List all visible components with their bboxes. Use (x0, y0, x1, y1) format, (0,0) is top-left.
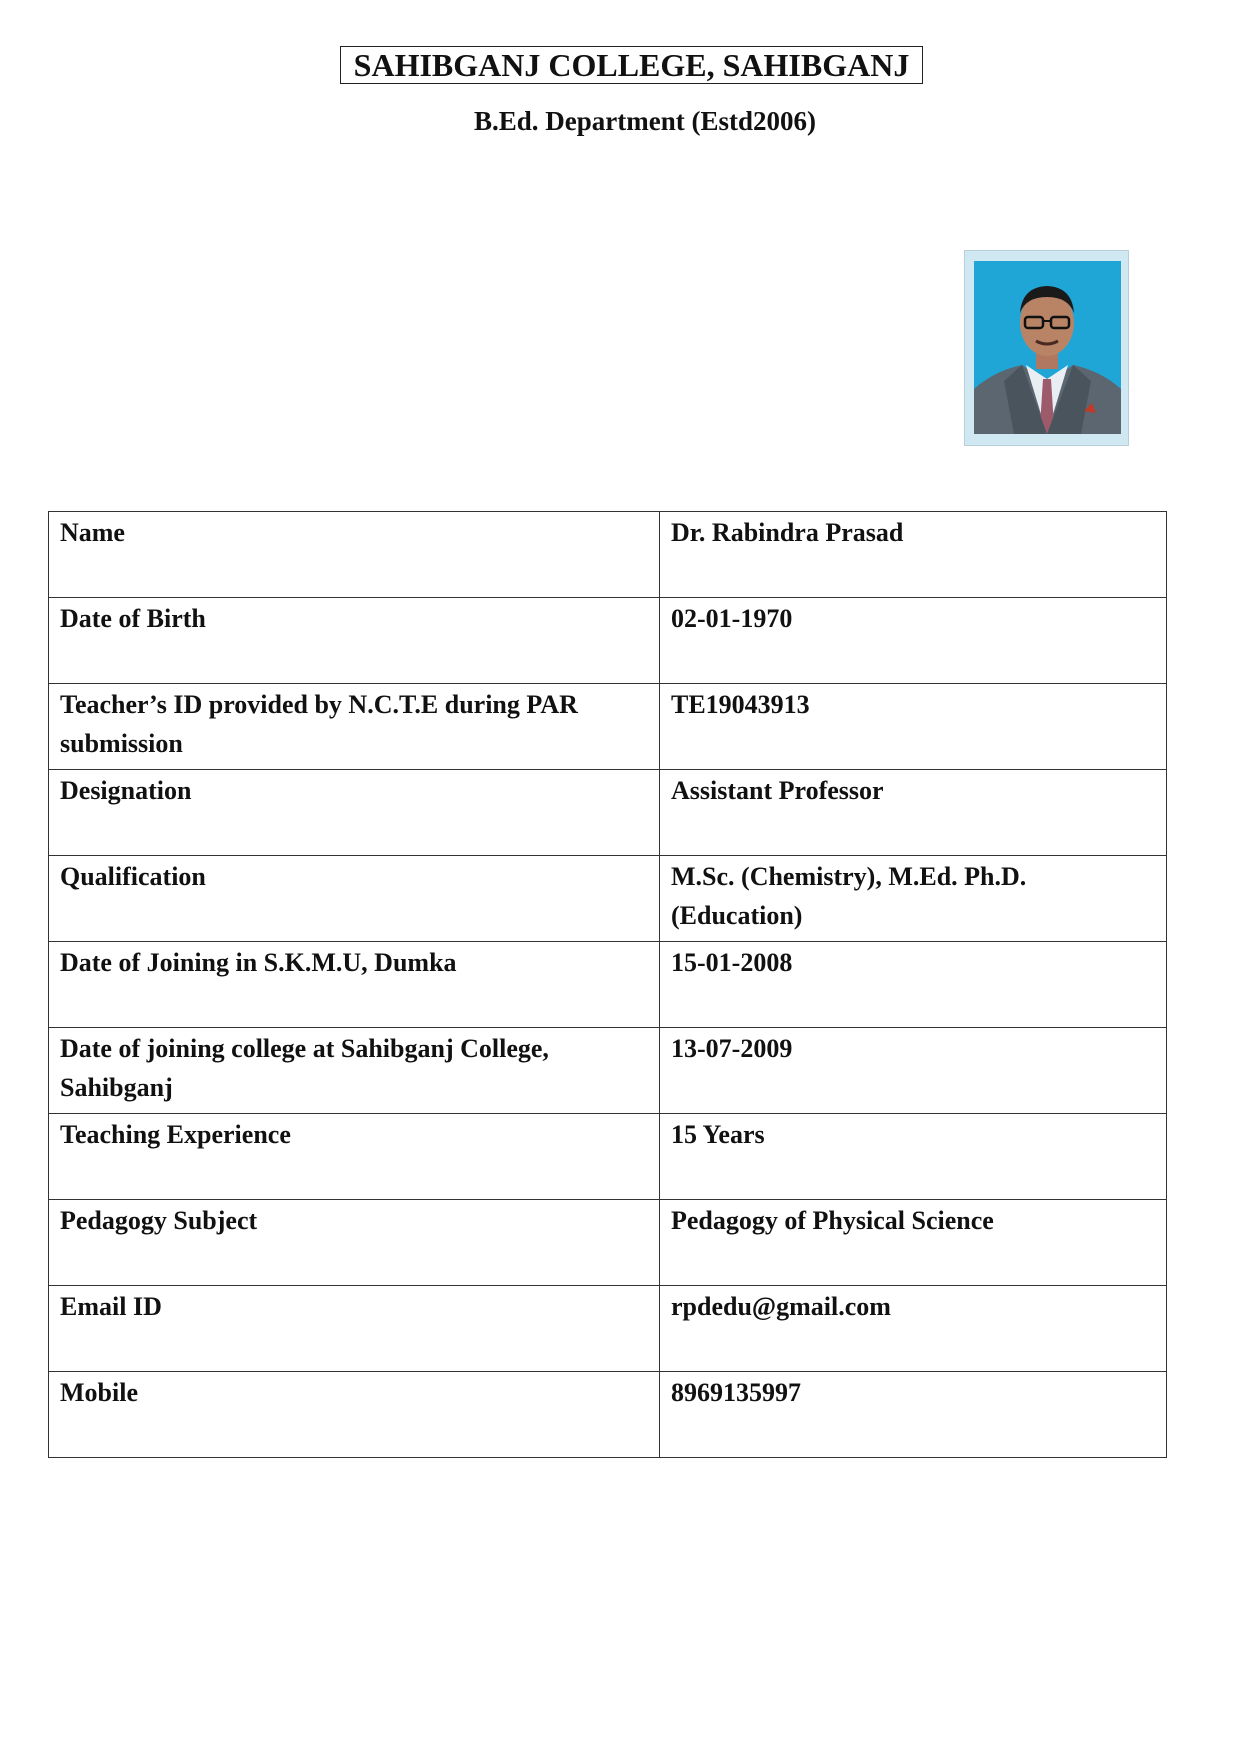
table-row (49, 942, 1167, 1028)
field-label: Designation (49, 770, 660, 856)
field-label: Teaching Experience (49, 1114, 660, 1200)
field-value: TE19043913 (660, 684, 1167, 770)
faculty-photo (964, 250, 1129, 446)
field-label: Qualification (49, 856, 660, 942)
field-value: 13-07-2009 (660, 1028, 1167, 1114)
field-value: rpdedu@gmail.com (660, 1286, 1167, 1372)
table-row (49, 770, 1167, 856)
faculty-portrait-icon (974, 261, 1121, 434)
table-row (49, 598, 1167, 684)
field-value: 15 Years (660, 1114, 1167, 1200)
table-row (49, 856, 1167, 942)
college-title: SAHIBGANJ COLLEGE, SAHIBGANJ (340, 46, 923, 84)
field-value: 15-01-2008 (660, 942, 1167, 1028)
field-value: M.Sc. (Chemistry), M.Ed. Ph.D. (Education) (660, 856, 1167, 942)
field-value: 8969135997 (660, 1372, 1167, 1458)
table-row (49, 684, 1167, 770)
table-row (49, 1372, 1167, 1458)
table-row (49, 1114, 1167, 1200)
table-row (49, 1286, 1167, 1372)
field-value: Pedagogy of Physical Science (660, 1200, 1167, 1286)
field-label: Mobile (49, 1372, 660, 1458)
field-value: Assistant Professor (660, 770, 1167, 856)
department-subtitle: B.Ed. Department (Estd2006) (474, 106, 816, 136)
table-row (49, 1200, 1167, 1286)
field-value: 02-01-1970 (660, 598, 1167, 684)
field-value: Dr. Rabindra Prasad (660, 512, 1167, 598)
table-row (49, 1028, 1167, 1114)
table-row (49, 512, 1167, 598)
field-label: Date of Joining in S.K.M.U, Dumka (49, 942, 660, 1028)
field-label: Date of Birth (49, 598, 660, 684)
field-label: Pedagogy Subject (49, 1200, 660, 1286)
field-label: Date of joining college at Sahibganj College, Sahibganj (49, 1028, 660, 1114)
field-label: Teacher’s ID provided by N.C.T.E during PAR submission (49, 684, 660, 770)
faculty-details-table (48, 511, 1167, 1458)
field-label: Name (49, 512, 660, 598)
field-label: Email ID (49, 1286, 660, 1372)
